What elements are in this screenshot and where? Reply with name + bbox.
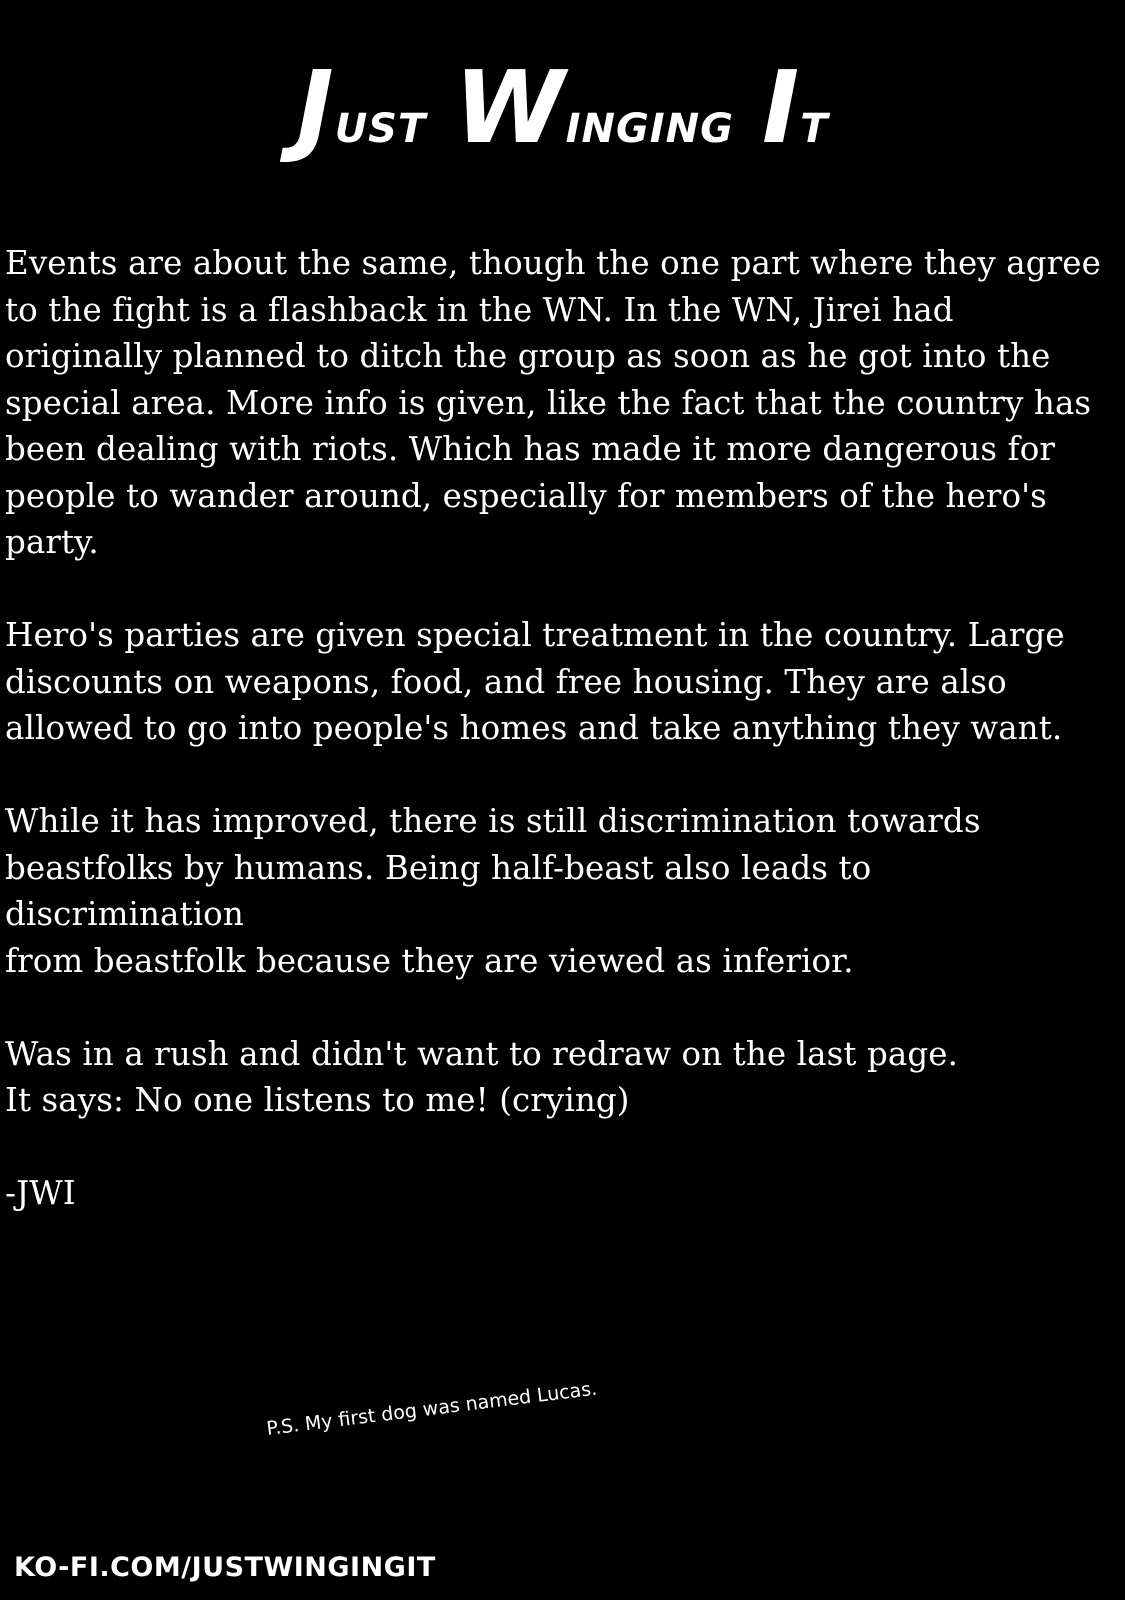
paragraph-events: Events are about the same, though the one part where they agree to the fight is a flashback in the WN. In the WN, Jirei had originally planned to ditch the group as soon as he got into the special area. More info is given, like the fact that the country has been dealing with riots. Which has made it more dangerous for people to wander around, especially for members of the hero's party. — [5, 244, 1101, 561]
paragraph-hero-parties: Hero's parties are given special treatment in the country. Large discounts on weapons, food, and free housing. They are also allowed to go into people's homes and take anything they want. — [5, 616, 1065, 747]
paragraph-rush: Was in a rush and didn't want to redraw on the last page. It says: No one listens to me! (crying) — [5, 1034, 959, 1119]
title-word-winging: WINGING — [454, 49, 734, 166]
page-title — [0, 48, 1125, 178]
signature: -JWI — [5, 1174, 76, 1212]
paragraph-discrimination: While it has improved, there is still discrimination towards beastfolks by humans. Being half-beast also leads to discrimination from beastfolk because they are viewed as inferior. — [5, 802, 981, 980]
notes-body — [5, 240, 1117, 1263]
title-word-just: JUST — [296, 49, 427, 166]
title-word-it: IT — [761, 49, 829, 166]
postscript-note: P.S. My first dog was named Lucas. — [265, 1377, 599, 1440]
kofi-link[interactable]: KO-FI.COM/JUSTWINGINGIT — [14, 1552, 436, 1583]
